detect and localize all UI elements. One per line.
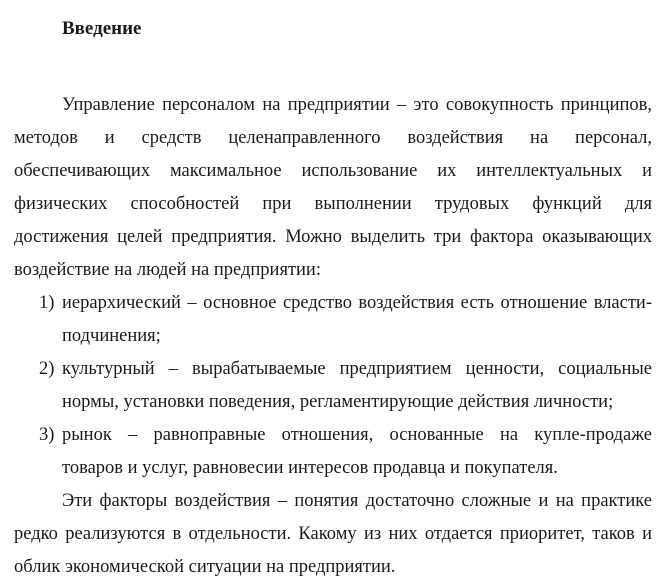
paragraph-conclusion bbox=[14, 485, 652, 584]
text-line: нормы, установки поведения, регламентирующие действия личности; bbox=[62, 392, 614, 412]
text-line: Управление персоналом на предприятии – это совокупность принципов, bbox=[62, 95, 652, 115]
list-number: 2) bbox=[39, 359, 55, 379]
text-line: Эти факторы воздействия – понятия достаточно сложные и на практике bbox=[62, 491, 652, 511]
text-line: рынок – равноправные отношения, основанные на купле-продаже bbox=[62, 425, 652, 445]
list-item bbox=[14, 353, 652, 419]
text-line: культурный – вырабатываемые предприятием ценности, социальные bbox=[62, 359, 652, 379]
text-line: обеспечивающих максимальное использование их интеллектуальных и bbox=[14, 161, 652, 181]
text-line: редко реализуются в отдельности. Какому из них отдается приоритет, таков и bbox=[14, 524, 652, 544]
text-line: иерархический – основное средство воздействия есть отношение власти- bbox=[62, 293, 652, 313]
list-number: 1) bbox=[39, 293, 55, 313]
factors-list bbox=[14, 287, 652, 485]
text-line: облик экономической ситуации на предприятии. bbox=[14, 557, 396, 577]
text-line: методов и средств целенаправленного воздействия на персонал, bbox=[14, 128, 652, 148]
list-item bbox=[14, 419, 652, 485]
text-line: воздействие на людей на предприятии: bbox=[14, 260, 321, 280]
section-heading: Введение bbox=[62, 18, 142, 39]
document-body bbox=[14, 89, 652, 584]
text-line: товаров и услуг, равновесии интересов продавца и покупателя. bbox=[62, 458, 558, 478]
text-line: физических способностей при выполнении трудовых функций для bbox=[14, 194, 652, 214]
paragraph-intro bbox=[14, 89, 652, 287]
list-item bbox=[14, 287, 652, 353]
text-line: подчинения; bbox=[62, 326, 161, 346]
text-line: достижения целей предприятия. Можно выделить три фактора оказывающих bbox=[14, 227, 652, 247]
list-number: 3) bbox=[39, 425, 55, 445]
